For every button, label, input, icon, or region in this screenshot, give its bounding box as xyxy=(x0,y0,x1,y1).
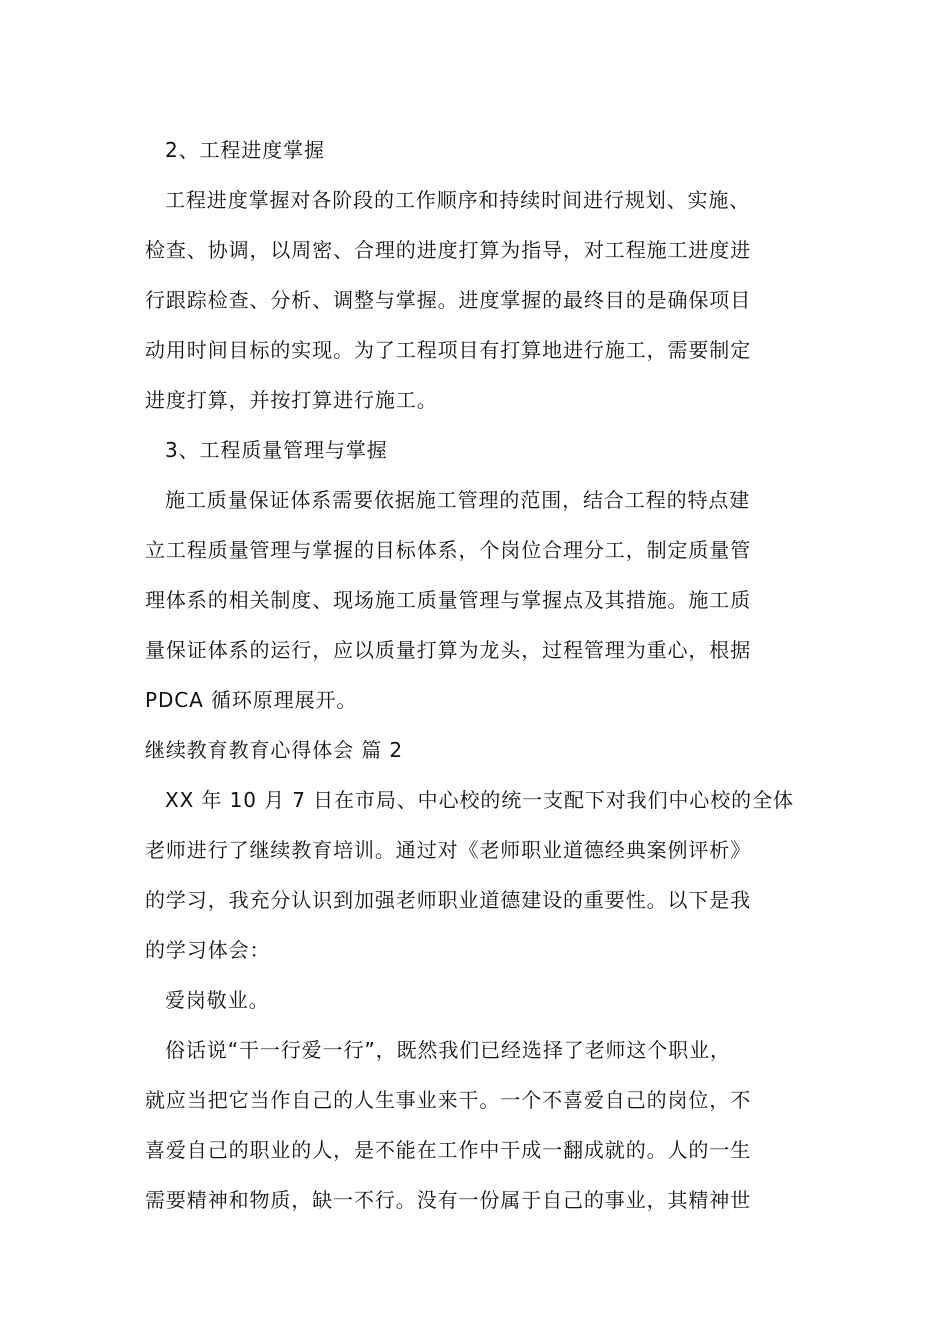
paragraph-line: 行跟踪检查、分析、调整与掌握。进度掌握的最终目的是确保项目 xyxy=(145,288,752,312)
paragraph-line: 动用时间目标的实现。为了工程项目有打算地进行施工，需要制定 xyxy=(145,338,752,362)
paragraph-line: 进度打算，并按打算进行施工。 xyxy=(145,388,438,412)
paragraph-line: 量保证体系的运行，应以质量打算为龙头，过程管理为重心，根据 xyxy=(145,638,752,662)
article-title: 继续教育教育心得体会 篇 2 xyxy=(145,738,404,762)
paragraph-line: 喜爱自己的职业的人，是不能在工作中干成一翻成就的。人的一生 xyxy=(145,1138,752,1162)
section-heading: 2、工程进度掌握 xyxy=(165,138,325,162)
paragraph-line: 就应当把它当作自己的人生事业来干。一个不喜爱自己的岗位，不 xyxy=(145,1088,752,1112)
section-heading: 爱岗敬业。 xyxy=(165,988,270,1012)
paragraph-line: 需要精神和物质，缺一不行。没有一份属于自己的事业，其精神世 xyxy=(145,1188,752,1212)
paragraph-line: 施工质量保证体系需要依据施工管理的范围，结合工程的特点建 xyxy=(165,488,751,512)
paragraph-line: 的学习体会： xyxy=(145,938,271,962)
section-heading: 3、工程质量管理与掌握 xyxy=(165,438,388,462)
paragraph-line: 俗话说“干一行爱一行”，既然我们已经选择了老师这个职业， xyxy=(165,1038,731,1062)
paragraph-line: 的学习，我充分认识到加强老师职业道德建设的重要性。以下是我 xyxy=(145,888,752,912)
paragraph-line: 工程进度掌握对各阶段的工作顺序和持续时间进行规划、实施、 xyxy=(165,188,751,212)
paragraph-line: PDCA 循环原理展开。 xyxy=(145,688,358,712)
paragraph-line: 立工程质量管理与掌握的目标体系，个岗位合理分工，制定质量管 xyxy=(145,538,752,562)
paragraph-line: XX 年 10 月 7 日在市局、中心校的统一支配下对我们中心校的全体 xyxy=(165,788,794,812)
paragraph-line: 老师进行了继续教育培训。通过对《老师职业道德经典案例评析》 xyxy=(145,838,752,862)
paragraph-line: 理体系的相关制度、现场施工质量管理与掌握点及其措施。施工质 xyxy=(145,588,752,612)
paragraph-line: 检查、协调，以周密、合理的进度打算为指导，对工程施工进度进 xyxy=(145,238,752,262)
